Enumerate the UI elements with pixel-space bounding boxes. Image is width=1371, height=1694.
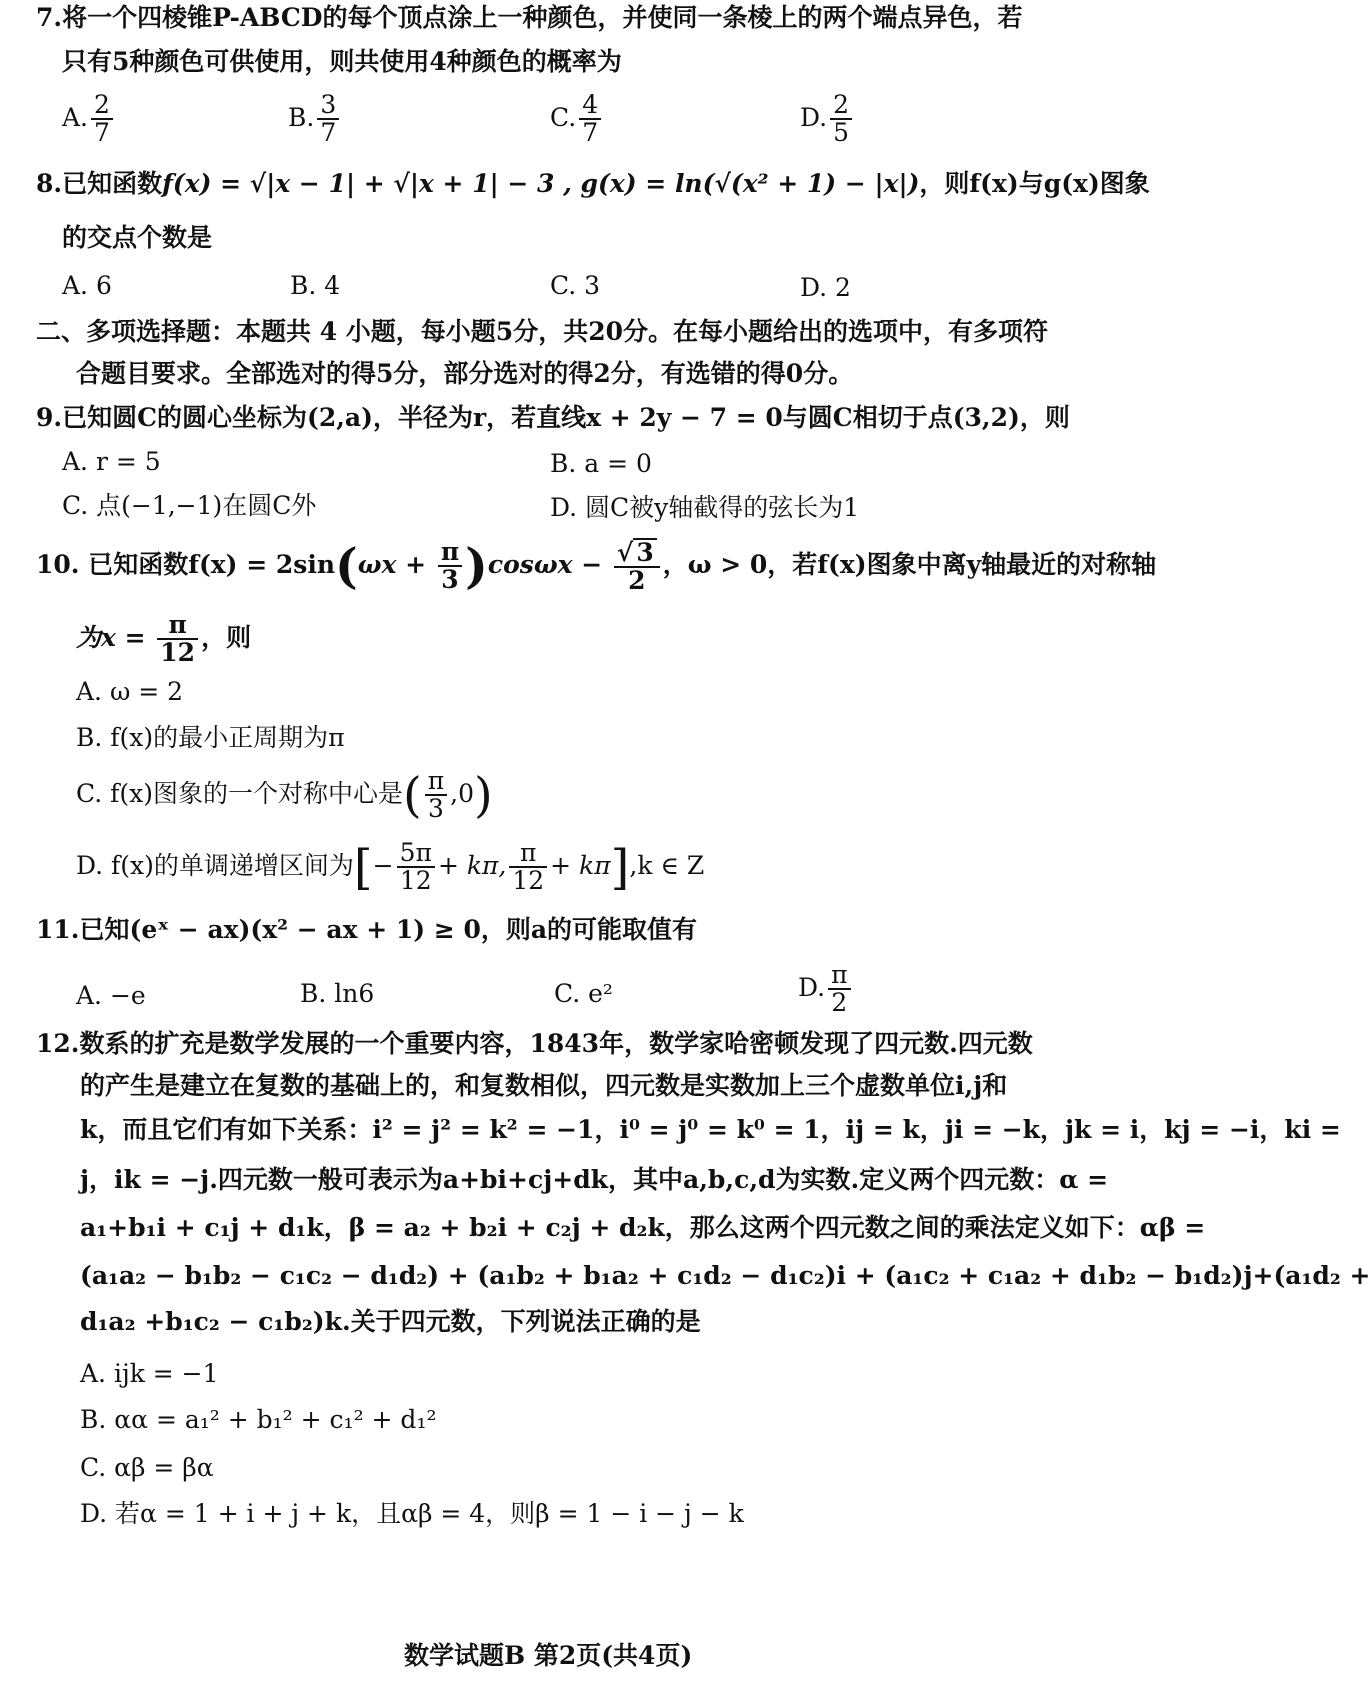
q8-stem-line2: 的交点个数是 [62,223,213,252]
q8-formula: f(x) = √|x − 1| + √|x + 1| − 3 , g(x) = ln(√(x² + 1) − |x|) [162,169,920,198]
q8-option-a: A. 6 [62,271,112,300]
q12-option-b: B. αα = a₁² + b₁² + c₁² + d₁² [80,1405,437,1434]
q12-stem-line5: a₁+b₁i + c₁j + d₁k，β = a₂ + b₂i + c₂j + d₂k，那么这两个四元数之间的乘法定义如下：αβ = [80,1213,1206,1242]
q10-stem-line1: 10. 已知函数f(x) = 2sin(ωx + $\frac{\pi}{3}$ )cosωx − $\frac{√ 3}{2}$ ，ω > 0，若f(x)图象中离y轴最近的对称轴 [36,537,1157,596]
q10-option-c: C. f(x)图象的一个对称中心是( $\frac{\pi}{3}$ ,0) [76,766,493,824]
q12-stem-line7: d₁a₂ +b₁c₂ − c₁b₂)k.关于四元数，下列说法正确的是 [80,1307,701,1336]
section2-heading-line1: 二、多项选择题：本题共 4 小题，每小题5分，共20分。在每小题给出的选项中，有多项符 [36,317,1048,346]
q12-option-c: C. αβ = βα [80,1453,214,1482]
q10-stem-line2: 为x = $\frac{\pi}{12}$ ，则 [76,610,252,668]
section2-heading-line2: 合题目要求。全部选对的得5分，部分选对的得2分，有选错的得0分。 [76,359,854,388]
q9-option-d: D. 圆C被y轴截得的弦长为1 [550,493,860,522]
q9-option-b: B. a = 0 [550,449,652,478]
q12-option-d: D. 若α = 1 + i + j + k，且αβ = 4，则β = 1 − i − j − k [80,1499,744,1528]
q7-option-c: C. $\frac{4}{7}$ [550,92,604,147]
q7-stem-line1: 7.将一个四棱锥P-ABCD的每个顶点涂上一种颜色，并使同一条棱上的两个端点异色，若 [36,3,1023,32]
q10-option-b: B. f(x)的最小正周期为π [76,723,345,752]
page-footer: 数学试题B 第2页(共4页) [404,1641,693,1670]
q12-stem-line6: (a₁a₂ − b₁b₂ − c₁c₂ − d₁d₂) + (a₁b₂ + b₁a₂ + c₁d₂ − d₁c₂)i + (a₁c₂ + c₁a₂ + d₁b₂ − b₁d₂)j+(a₁d₂ + [80,1261,1371,1290]
q11-option-b: B. ln6 [300,979,375,1008]
q8-stem-line1: 8.已知函数f(x) = √|x − 1| + √|x + 1| − 3 , g(x) = ln(√(x² + 1) − |x|)，则f(x)与g(x)图象 [36,169,1150,198]
q9-stem: 9.已知圆C的圆心坐标为(2,a)，半径为r，若直线x + 2y − 7 = 0与圆C相切于点(3,2)，则 [36,403,1070,432]
q12-stem-line4: j，ik = −j.四元数一般可表示为a+bi+cj+dk，其中a,b,c,d为实数.定义两个四元数：α = [80,1165,1109,1194]
q12-stem-line2: 的产生是建立在复数的基础上的，和复数相似，四元数是实数加上三个虚数单位i,j和 [80,1071,1008,1100]
q8-option-d: D. 2 [800,273,851,302]
q12-stem-line3: k，而且它们有如下关系：i² = j² = k² = −1，i⁰ = j⁰ = k⁰ = 1，ij = k，ji = −k，jk = i，kj = −i，ki = [80,1115,1341,1144]
q11-stem: 11.已知(eˣ − ax)(x² − ax + 1) ≥ 0，则a的可能取值有 [36,915,698,944]
q12-option-a: A. ijk = −1 [80,1359,219,1388]
q9-option-a: A. r = 5 [62,447,161,476]
q11-option-d: D. $\frac{\pi}{2}$ [798,962,854,1017]
q7-stem-line2: 只有5种颜色可供使用，则共使用4种颜色的概率为 [62,47,622,76]
q9-option-c: C. 点(−1,−1)在圆C外 [62,491,317,520]
q8-option-b: B. 4 [290,271,341,300]
q11-option-c: C. e² [554,979,613,1008]
q10-option-a: A. ω = 2 [76,677,184,706]
q7-option-b: B. $\frac{3}{7}$ [288,92,342,147]
q8-option-c: C. 3 [550,271,601,300]
q7-option-a: A. $\frac{2}{7}$ [62,92,116,147]
q10-option-d: D. f(x)的单调递增区间为[− $\frac{5\pi}{12}$ + kπ, $\frac{\pi}{12}$ + kπ],k ∈ Z [76,838,705,896]
q11-option-a: A. −e [76,981,146,1010]
q12-stem-line1: 12.数系的扩充是数学发展的一个重要内容，1843年，数学家哈密顿发现了四元数.四元数 [36,1029,1033,1058]
q7-option-d: D. $\frac{2}{5}$ [800,92,855,147]
